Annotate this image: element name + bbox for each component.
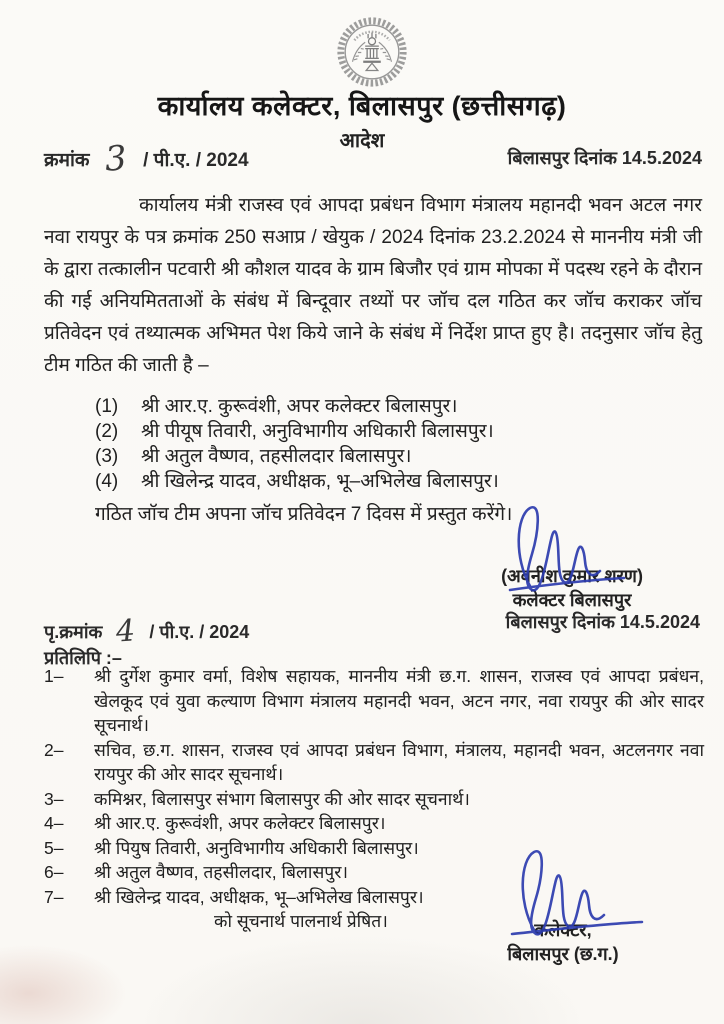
endorsement-reference xyxy=(44,613,250,670)
order-heading: आदेश xyxy=(339,130,385,152)
endorsement-label: पृ.क्रमांक xyxy=(44,622,103,642)
place-date-endorsement: बिलासपुर दिनांक 14.5.2024 xyxy=(505,612,700,632)
copy-item-number: 1– xyxy=(44,666,64,686)
copy-item-number: 2– xyxy=(44,739,64,760)
copy-item-number: 7– xyxy=(44,886,64,907)
copy-item-number: 3– xyxy=(44,788,64,809)
page-title: कार्यालय कलेक्टर, बिलासपुर (छत्तीसगढ़) xyxy=(157,91,567,121)
signatory-name: (अवनीश कुमार शरण) xyxy=(501,566,643,586)
team-item-text: श्री आर.ए. कुरूवंशी, अपर कलेक्टर बिलासपुर। xyxy=(141,396,458,417)
copy-item-text: सचिव, छ.ग. शासन, राजस्व एवं आपदा प्रबंधन विभाग, मंत्रालय, महानदी भवन, अटलनगर नवा रायपुर की ओर सादर सूचनार्थ। xyxy=(94,739,704,784)
copy-list-item xyxy=(44,664,704,738)
copy-list-item xyxy=(44,811,704,836)
copy-item-text: श्री आर.ए. कुरूवंशी, अपर कलेक्टर बिलासपुर। xyxy=(94,813,386,833)
endorsement-suffix: / पी.ए. / 2024 xyxy=(149,622,250,642)
signatory-designation-line1: कलेक्टर, xyxy=(534,920,592,940)
team-list-item xyxy=(95,419,655,444)
reference-number xyxy=(44,138,249,180)
copy-item-text: कमिश्नर, बिलासपुर संभाग बिलासपुर की ओर सादर सूचनार्थ। xyxy=(94,788,470,809)
inquiry-team-list xyxy=(95,394,655,494)
handwritten-ref-number: 3 xyxy=(104,138,129,180)
copy-item-text: श्री पियुष तिवारी, अनुविभागीय अधिकारी बिलासपुर। xyxy=(94,837,419,858)
signatory-designation-line2: बिलासपुर (छ.ग.) xyxy=(507,944,619,964)
closing-line: गठित जॉच टीम अपना जॉच प्रतिवेदन 7 दिवस में प्रस्तुत करेंगे। xyxy=(95,504,513,525)
copy-list-item xyxy=(44,738,704,787)
collector-signature-block xyxy=(452,500,692,612)
team-item-text: श्री खिलेन्द्र यादव, अधीक्षक, भू–अभिलेख बिलासपुर। xyxy=(141,471,499,492)
team-item-number: (2) xyxy=(95,421,119,442)
copy-list-item xyxy=(44,787,704,812)
copy-item-text: श्री अतुल वैष्णव, तहसीलदार, बिलासपुर। xyxy=(94,862,349,882)
team-item-text: श्री अतुल वैष्णव, तहसीलदार बिलासपुर। xyxy=(141,446,412,467)
copy-item-number: 6– xyxy=(44,862,64,882)
team-item-number: (3) xyxy=(95,446,119,467)
team-item-text: श्री पीयूष तिवारी, अनुविभागीय अधिकारी बिलासपुर। xyxy=(141,421,494,442)
copy-item-number: 5– xyxy=(44,837,64,858)
handwritten-endorsement-number: 4 xyxy=(115,613,137,650)
copy-to-label: प्रतिलिपि :– xyxy=(44,648,122,668)
team-list-item xyxy=(95,394,655,419)
team-item-number: (4) xyxy=(95,471,119,492)
copy-item-text: श्री खिलेन्द्र यादव, अधीक्षक, भू–अभिलेख बिलासपुर। xyxy=(94,886,424,907)
team-list-item xyxy=(95,469,655,494)
ref-label: क्रमांक xyxy=(44,150,90,171)
copy-item-text: श्री दुर्गेश कुमार वर्मा, विशेष सहायक, माननीय मंत्री छ.ग. शासन, राजस्व एवं आपदा प्रबंधन, खेलकूद एवं युवा कल्याण विभाग मंत्रालय महानदी भवन, अटन नगर, नवा रायपुर की ओर सादर सूचनार्थ। xyxy=(94,666,704,735)
team-item-number: (1) xyxy=(95,396,119,417)
team-list-item xyxy=(95,444,655,469)
copies-footer-line: को सूचनार्थ पालनार्थ प्रेषित। xyxy=(214,911,388,931)
ref-suffix: / पी.ए. / 2024 xyxy=(143,150,249,171)
chhattisgarh-government-seal-icon xyxy=(333,12,411,92)
signatory-designation: कलेक्टर बिलासपुर xyxy=(512,590,632,610)
place-date-top: बिलासपुर दिनांक 14.5.2024 xyxy=(507,148,702,168)
order-body-paragraph: कार्यालय मंत्री राजस्व एवं आपदा प्रबंधन विभाग मंत्रालय महानदी भवन अटल नगर नवा रायपुर के पत्र क्रमांक 250 सआप्र / खेयुक / 2024 दिनांक 23.2.2024 से माननीय मंत्री जी के द्वारा तत्कालीन पटवारी श्री कौशल यादव के ग्राम बिजौर एवं ग्राम मोपका में पदस्थ रहने के दौरान की गई अनियमितताओं के संबंध में बिन्दूवार तथ्यों पर जॉच दल गठित कर जॉच कराकर जॉच प्रतिवेदन एवं तथ्यात्मक अभिमत पेश किये जाने के संबंध में निर्देश प्राप्त हुए है। तदनुसार जॉच हेतु टीम गठित की जाती है – xyxy=(44,195,702,376)
copy-item-number: 4– xyxy=(44,813,64,833)
collector-signature-block-bottom xyxy=(458,838,668,966)
